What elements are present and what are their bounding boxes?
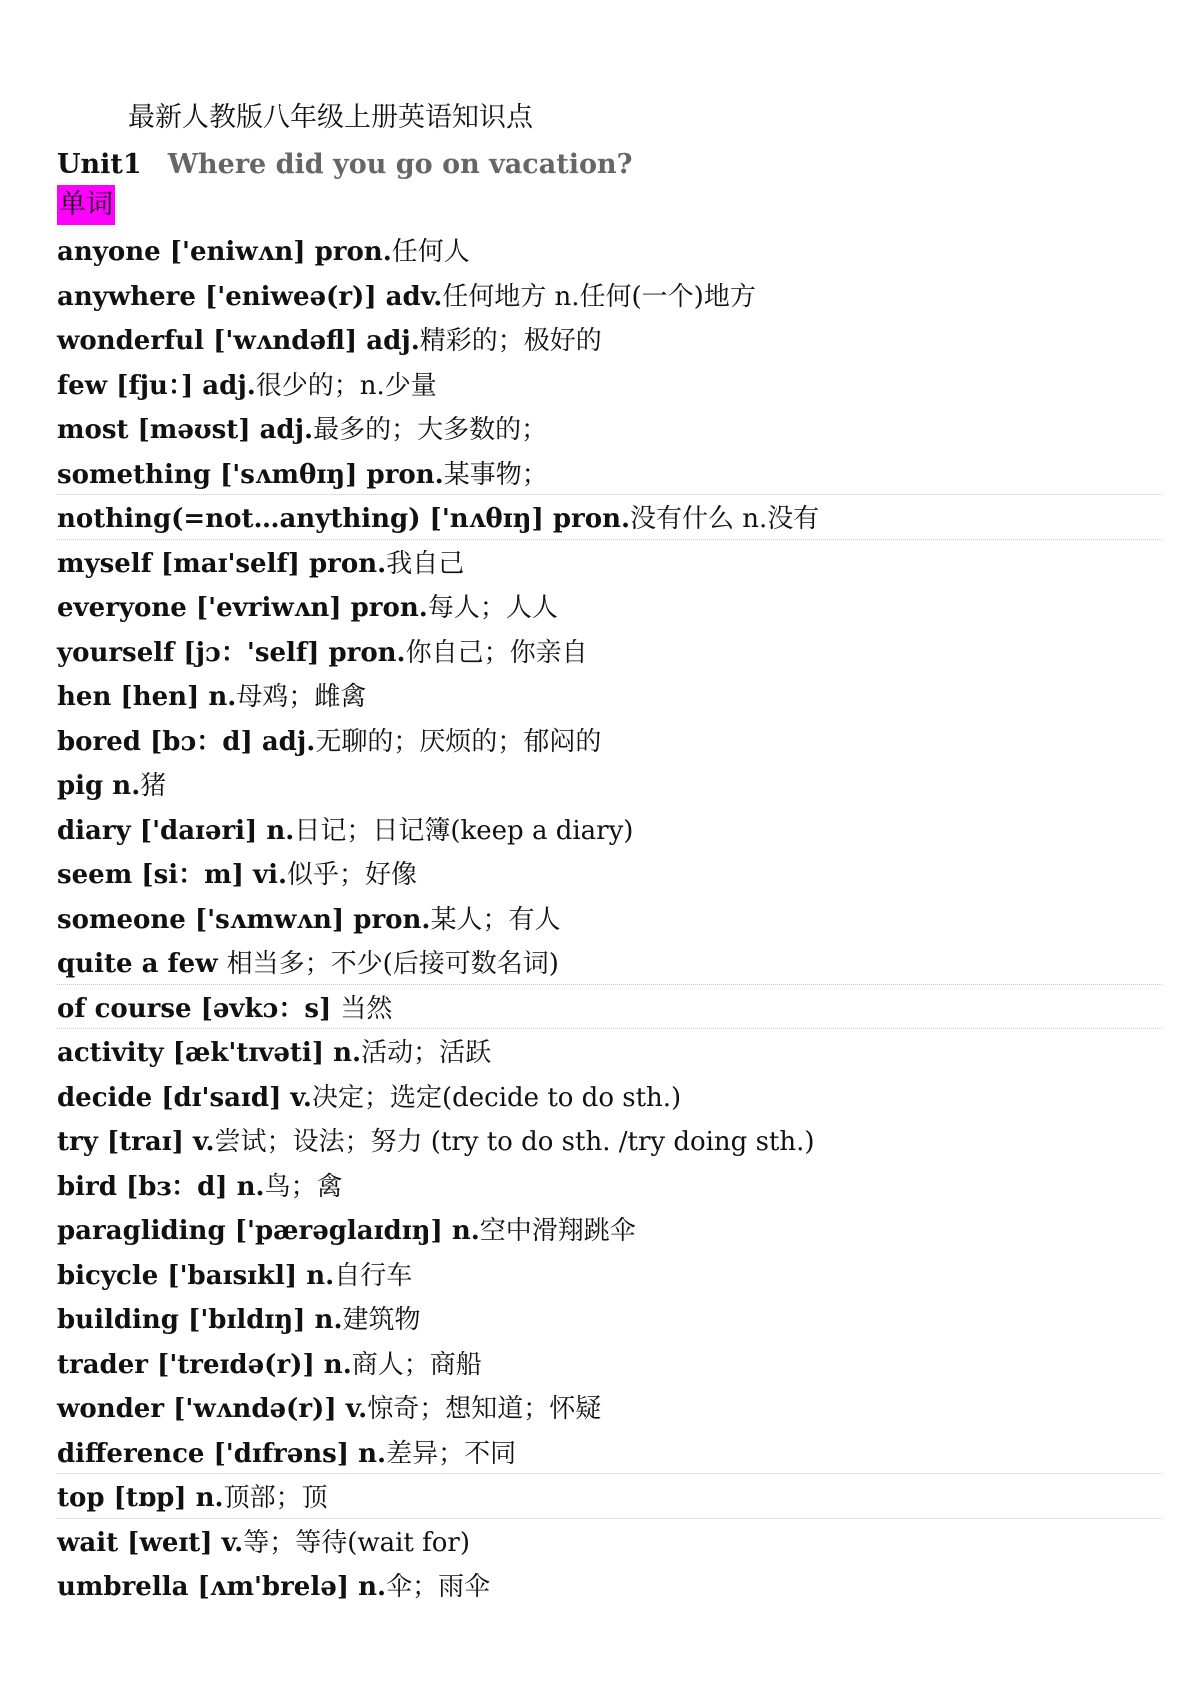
unit-question: Where did you go on vacation? xyxy=(167,149,633,180)
entry-chinese: 活动；活跃 xyxy=(361,1038,492,1068)
entry-english: hen [hen] n. xyxy=(57,682,237,712)
entry-english: decide [dɪ'saɪd] v. xyxy=(57,1082,312,1113)
section-label-highlighted: 单词 xyxy=(57,185,115,225)
vocabulary-entry xyxy=(57,809,1157,854)
entry-chinese: 最多的；大多数的； xyxy=(313,415,548,445)
entry-english: of course [əvkɔ：s] xyxy=(57,993,341,1024)
entry-chinese: 精彩的；极好的 xyxy=(419,326,602,356)
vocabulary-entry xyxy=(57,1254,1157,1299)
entry-chinese: 建筑物 xyxy=(342,1305,421,1335)
entry-english: activity [æk'tɪvəti] n. xyxy=(57,1038,362,1068)
entry-chinese: 当然 xyxy=(340,993,393,1024)
entry-english: anywhere ['eniweə(r)] adv. xyxy=(57,281,443,312)
entry-chinese: 没有什么 n.没有 xyxy=(630,504,820,534)
vocabulary-entry xyxy=(57,853,1157,898)
vocabulary-entry xyxy=(57,987,1157,1032)
entry-english: try [traɪ] v. xyxy=(57,1127,215,1157)
vocabulary-entry xyxy=(57,542,1157,587)
entry-chinese: 等；等待(wait for) xyxy=(243,1527,470,1558)
entry-english: bicycle ['baɪsɪkl] n. xyxy=(57,1260,335,1291)
entry-english: trader ['treɪdə(r)] n. xyxy=(57,1349,352,1380)
entry-english: yourself [jɔ：'self] pron. xyxy=(57,637,406,668)
entry-english: wonderful ['wʌndəfl] adj. xyxy=(57,326,420,356)
vocabulary-entry xyxy=(57,319,1157,364)
entry-chinese: 无聊的；厌烦的；郁闷的 xyxy=(315,726,602,757)
entry-chinese: 似乎；好像 xyxy=(287,860,418,890)
vocabulary-entry xyxy=(57,1165,1157,1210)
vocabulary-entry xyxy=(57,497,1157,542)
entry-chinese: 每人；人人 xyxy=(427,593,558,623)
vocabulary-entry xyxy=(57,1076,1157,1121)
entry-chinese: 日记；日记簿(keep a diary) xyxy=(294,815,634,846)
vocabulary-entry xyxy=(57,1476,1157,1521)
entry-chinese: 自行车 xyxy=(334,1260,413,1291)
entry-english: something ['sʌmθɪŋ] pron. xyxy=(57,459,444,490)
vocabulary-entry xyxy=(57,720,1157,765)
entry-english: few [fju：] adj. xyxy=(57,370,256,401)
entry-english: everyone ['evriwʌn] pron. xyxy=(57,593,428,623)
vocabulary-entry xyxy=(57,942,1157,987)
entry-english: umbrella [ʌm'brelə] n. xyxy=(57,1572,387,1602)
vocabulary-entry xyxy=(57,898,1157,943)
entry-english: nothing(=not…anything) ['nʌθɪŋ] pron. xyxy=(57,504,631,534)
entry-english: bored [bɔ：d] adj. xyxy=(57,726,316,757)
entry-english: building ['bɪldɪŋ] n. xyxy=(57,1305,343,1335)
vocabulary-entry xyxy=(57,230,1157,275)
vocabulary-entry xyxy=(57,764,1157,809)
entry-english: paragliding ['pærəglaɪdɪŋ] n. xyxy=(57,1216,480,1246)
entry-chinese: 差异；不同 xyxy=(386,1438,517,1469)
entry-chinese: 某人；有人 xyxy=(430,904,561,935)
entry-english: bird [bɜ：d] n. xyxy=(57,1171,265,1202)
entry-english: pig n. xyxy=(57,771,141,801)
vocabulary-entry xyxy=(57,1031,1157,1076)
entry-english: wonder ['wʌndə(r)] v. xyxy=(57,1394,368,1424)
entry-chinese: 某事物； xyxy=(443,459,548,490)
vocabulary-entry xyxy=(57,453,1157,498)
vocabulary-entry xyxy=(57,1120,1157,1165)
unit-heading xyxy=(57,145,632,185)
entry-chinese: 惊奇；想知道；怀疑 xyxy=(367,1394,602,1424)
vocabulary-entry xyxy=(57,675,1157,720)
entry-english: difference ['dɪfrəns] n. xyxy=(57,1438,387,1469)
entry-english: myself [maɪ'self] pron. xyxy=(57,548,387,579)
vocabulary-entry xyxy=(57,1565,1157,1610)
entry-chinese: 我自己 xyxy=(386,548,465,579)
entry-english: quite a few xyxy=(57,949,227,979)
entry-english: anyone ['eniwʌn] pron. xyxy=(57,237,392,267)
vocabulary-entry xyxy=(57,408,1157,453)
entry-chinese: 决定；选定(decide to do sth.) xyxy=(311,1082,682,1113)
entry-chinese: 任何地方 n.任何(一个)地方 xyxy=(442,281,756,312)
entry-english: wait [weɪt] v. xyxy=(57,1527,244,1558)
entry-chinese: 猪 xyxy=(140,771,167,801)
entry-chinese: 任何人 xyxy=(391,237,470,267)
vocabulary-entry xyxy=(57,1432,1157,1477)
entry-english: diary ['daɪəri] n. xyxy=(57,815,295,846)
vocabulary-list xyxy=(57,230,1157,1610)
entry-english: seem [si：m] vi. xyxy=(57,860,288,890)
unit-label: Unit1 xyxy=(57,149,142,180)
entry-chinese: 你自己；你亲自 xyxy=(405,637,588,668)
entry-english: someone ['sʌmwʌn] pron. xyxy=(57,904,431,935)
entry-english: most [məʊst] adj. xyxy=(57,415,314,445)
entry-english: top [tɒp] n. xyxy=(57,1483,224,1513)
vocabulary-entry xyxy=(57,1387,1157,1432)
entry-chinese: 空中滑翔跳伞 xyxy=(479,1216,636,1246)
vocabulary-entry xyxy=(57,1298,1157,1343)
entry-chinese: 相当多；不少(后接可数名词) xyxy=(226,949,559,979)
vocabulary-entry xyxy=(57,586,1157,631)
entry-chinese: 很少的；n.少量 xyxy=(255,370,437,401)
entry-chinese: 商人；商船 xyxy=(351,1349,482,1380)
vocabulary-entry xyxy=(57,275,1157,320)
vocabulary-entry xyxy=(57,1343,1157,1388)
entry-chinese: 尝试；设法；努力 (try to do sth. /try doing sth.) xyxy=(214,1127,815,1157)
entry-chinese: 鸟；禽 xyxy=(264,1171,343,1202)
vocabulary-entry xyxy=(57,1521,1157,1566)
vocabulary-entry xyxy=(57,631,1157,676)
document-title: 最新人教版八年级上册英语知识点 xyxy=(128,102,533,133)
vocabulary-entry xyxy=(57,1209,1157,1254)
vocabulary-entry xyxy=(57,364,1157,409)
entry-chinese: 顶部；顶 xyxy=(223,1483,328,1513)
entry-chinese: 伞；雨伞 xyxy=(386,1572,491,1602)
entry-chinese: 母鸡；雌禽 xyxy=(236,682,367,712)
